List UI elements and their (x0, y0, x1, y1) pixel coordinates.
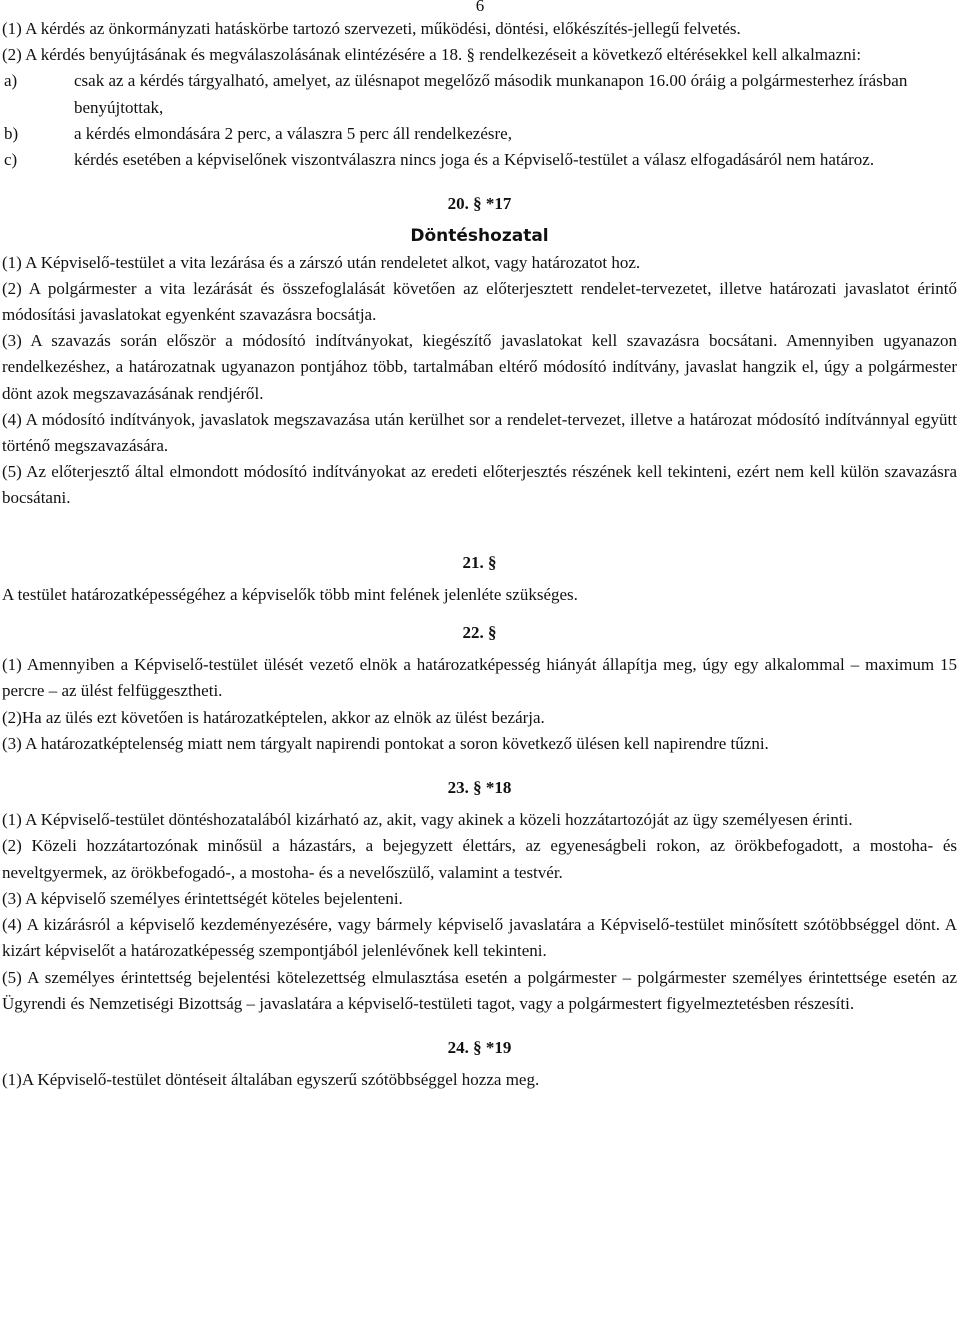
list-item-c (2, 147, 957, 173)
list-item-a (2, 68, 957, 120)
list-text: csak az a kérdés tárgyalható, amelyet, az ülésnapot megelőző második munkanapon 16.00 óráig a polgármesterhez írásban benyújtottak, (74, 71, 908, 117)
list-text: kérdés esetében a képviselőnek viszontválaszra nincs joga és a Képviselő-testület a válasz elfogadásáról nem határoz. (74, 150, 875, 170)
s24-paragraph-1: (1)A Képviselő-testület döntéseit általában egyszerű szótöbbséggel hozza meg. (2, 1070, 540, 1090)
s20-paragraph-1: (1) A Képviselő-testület a vita lezárása és a zárszó után rendeletet alkot, vagy határozatot hoz. (2, 252, 641, 272)
section-title-24: 24. § *19 (447, 1037, 512, 1057)
s20-paragraph-2: (2) A polgármester a vita lezárását és összefoglalását követően az előterjesztett rendelet-tervezetet, illetve határozati javaslatot érintő módosítási javaslatokat egyenként szavazásra bocsátja. (2, 278, 957, 325)
section-heading-decision: Döntéshozatal (410, 226, 549, 247)
document-body (2, 16, 957, 1093)
intro-paragraph-2: (2) A kérdés benyújtásának és megválaszolásának elintézésére a 18. § rendelkezéseit a következő eltérésekkel kell alkalmazni: (2, 45, 862, 65)
page-number: 6 (475, 0, 485, 15)
s22-paragraph-2: (2)Ha az ülés ezt követően is határozatképtelen, akkor az elnök az ülést bezárja. (2, 707, 545, 727)
s23-paragraph-2: (2) Közeli hozzátartozónak minősül a házastárs, a bejegyzett élettárs, az egyeneságbeli rokon, az örökbefogadott, a mostoha- és neveltgyermek, az örökbefogadó-, a mostoha- és a nevelőszülő, valamint a testvér. (2, 836, 957, 882)
s23-paragraph-3: (3) A képviselő személyes érintettségét köteles bejelenteni. (2, 888, 403, 908)
s23-paragraph-1: (1) A Képviselő-testület döntéshozatalából kizárható az, akit, vagy akinek a közeli hozzátartozóját az ügy személyesen érinti. (2, 810, 853, 830)
s21-paragraph-1: A testület határozatképességéhez a képviselők több mint felének jelenléte szükséges. (2, 584, 578, 604)
s22-paragraph-3: (3) A határozatképtelenség miatt nem tárgyalt napirendi pontokat a soron következő ülésen kell napirendre tűzni. (2, 733, 769, 753)
s20-paragraph-5: (5) Az előterjesztő által elmondott módosító indítványokat az eredeti előterjesztés részének kell tekinteni, ezért nem kell külön szavazásra bocsátani. (2, 462, 957, 508)
s20-paragraph-4: (4) A módosító indítványok, javaslatok megszavazása után kerülhet sor a rendelet-tervezet, illetve a határozat módosító indítvánnyal együtt történő megszavazására. (2, 409, 957, 456)
s20-paragraph-3: (3) A szavazás során először a módosító indítványokat, kiegészítő javaslatokat kell szavazásra bocsátani. Amennyiben ugyanazon rendelkezéshez, a határozatnak ugyanazon pontjához több, tartalmában eltérő módosító indítvány, javaslat hangzik el, úgy a polgármester dönt azok megszavazásának rendjéről. (2, 331, 957, 403)
section-title-23: 23. § *18 (447, 778, 512, 798)
section-title-20: 20. § *17 (447, 194, 512, 214)
list-item-b (2, 121, 957, 147)
list-label: a) (4, 71, 18, 91)
s22-paragraph-1: (1) Amennyiben a Képviselő-testület ülését vezető elnök a határozatképesség hiányát állapítja meg, úgy egy alkalommal – maximum 15 percre – az ülést felfüggesztheti. (2, 655, 957, 701)
section-title-21: 21. § (462, 552, 497, 572)
intro-paragraph-1: (1) A kérdés az önkormányzati hatáskörbe tartozó szervezeti, működési, döntési, előkészítés-jellegű felvetés. (2, 19, 741, 38)
s23-paragraph-4: (4) A kizárásról a képviselő kezdeményezésére, vagy bármely képviselő javaslatára a Képviselő-testület minősített szótöbbséggel dönt. A kizárt képviselőt a határozatképesség szempontjából jelenlévőnek kell tekinteni. (2, 915, 957, 961)
s23-paragraph-5: (5) A személyes érintettség bejelentési kötelezettség elmulasztása esetén a polgármester – polgármester személyes érintettsége esetén az Ügyrendi és Nemzetiségi Bizottság – javaslatára a képviselő-testületi tagot, vagy a polgármestert figyelmeztetésben részesíti. (2, 967, 957, 1013)
list-label: c) (4, 150, 18, 170)
section-title-22: 22. § (462, 623, 497, 643)
list-label: b) (4, 123, 19, 143)
list-text: a kérdés elmondására 2 perc, a válaszra 5 perc áll rendelkezésre, (74, 123, 512, 143)
